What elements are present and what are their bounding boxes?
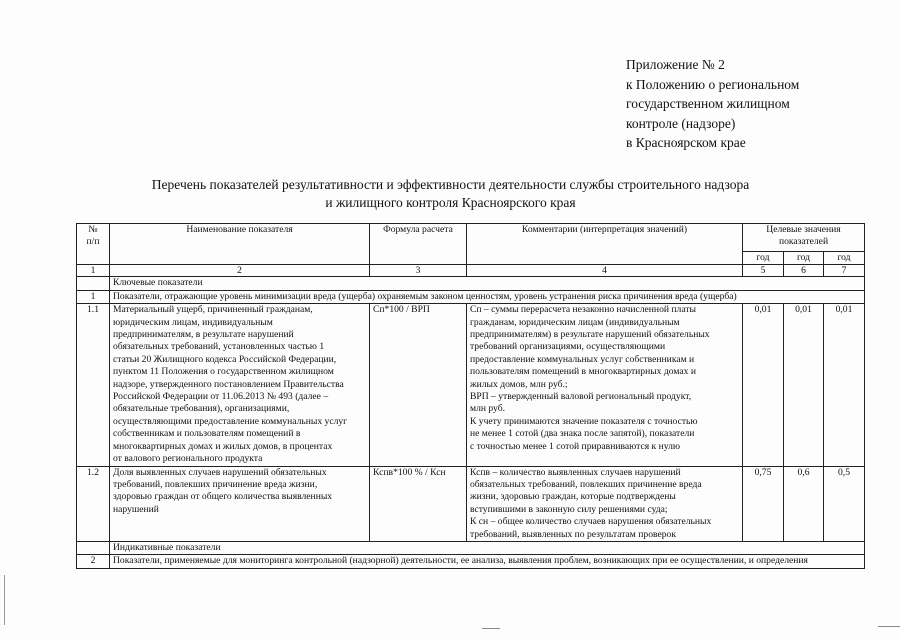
header-year-2: год bbox=[784, 252, 824, 265]
scan-artifact bbox=[878, 626, 900, 627]
row-1-2-num: 1.2 bbox=[77, 466, 110, 541]
scan-artifact bbox=[4, 575, 5, 625]
row-1-1-num: 1.1 bbox=[77, 304, 110, 466]
column-number: 3 bbox=[370, 265, 467, 277]
scan-artifact bbox=[482, 628, 500, 629]
column-number: 5 bbox=[743, 265, 784, 277]
header-formula: Формула расчета bbox=[370, 224, 467, 265]
title-line-1: Перечень показателей результативности и эффективности деятельности службы строительного надзора bbox=[151, 177, 750, 192]
indicators-table bbox=[76, 223, 865, 569]
column-number: 6 bbox=[784, 265, 824, 277]
group-2-title: Показатели, применяемые для мониторинга контрольной (надзорной) деятельности, ее анализа, выявления проблем, возникающих при ее осуществлении, и определения bbox=[110, 555, 865, 568]
row-1-1-name: Материальный ущерб, причиненный гражданам, юридическим лицам, индивидуальным предпринимателям, в результате нарушений обязательных требований, установленных частью 1 статьи 20 Жилищного кодекса Российской Федерации, пунктом 11 Положения о государственном жилищном надзоре, утвержденного постановлением Правительства Российской Федерации от 11.06.2013 № 493 (далее – обязательные требования), организациями, осуществляющими предоставление коммунальных услуг собственникам и пользователям помещений в многоквартирных домах и жилых домов, в процентах от валового регионального продукта bbox=[110, 304, 370, 466]
section-key-indicators: Ключевые показатели bbox=[110, 277, 865, 290]
row-1-1-value-2: 0,01 bbox=[784, 304, 824, 466]
appendix-line: Приложение № 2 bbox=[626, 57, 725, 72]
section-indicative-indicators: Индикативные показатели bbox=[110, 541, 865, 554]
header-num: № п/п bbox=[77, 224, 110, 265]
column-number: 2 bbox=[110, 265, 370, 277]
row-1-1-value-1: 0,01 bbox=[743, 304, 784, 466]
appendix-line: к Положению о региональном bbox=[626, 76, 800, 92]
group-1-num: 1 bbox=[77, 290, 110, 303]
group-2-num: 2 bbox=[77, 555, 110, 568]
header-year-3: год bbox=[824, 252, 865, 265]
row-1-2-value-2: 0,6 bbox=[784, 466, 824, 541]
column-number: 7 bbox=[824, 265, 865, 277]
column-number: 1 bbox=[77, 265, 110, 277]
appendix-line: государственном жилищном bbox=[626, 96, 790, 111]
row-1-1-formula: Сп*100 / ВРП bbox=[370, 304, 467, 466]
row-1-2-comment: Кспв – количество выявленных случаев нарушений обязательных требований, повлекших причинение вреда жизни, здоровью граждан, которые подтверждены вступившими в законную силу решениями суда; К сн – общее количество случаев нарушения обязательных требований, выявленных по результатам проверок bbox=[467, 466, 743, 541]
row-1-2-value-3: 0,5 bbox=[824, 466, 865, 541]
appendix-line: в Красноярском крае bbox=[626, 135, 746, 150]
header-name: Наименование показателя bbox=[110, 224, 370, 265]
column-number: 4 bbox=[467, 265, 743, 277]
header-comments: Комментарии (интерпретация значений) bbox=[467, 224, 743, 265]
group-1-title: Показатели, отражающие уровень минимизации вреда (ущерба) охраняемым законом ценностям, уровень устранения риска причинения вреда (ущерба) bbox=[110, 290, 865, 303]
row-1-1-comment: Сп – суммы перерасчета незаконно начисленной платы гражданам, юридическим лицам (индивидуальным предпринимателям) в результате нарушений обязательных требований организациями, осуществляющими предоставление коммунальных услуг собственникам и пользователям помещений в многоквартирных домах и жилых домов, млн руб.; ВРП – утвержденный валовой региональный продукт, млн руб. К учету принимаются значение показателя с точностью не менее 1 сотой (два знака после запятой), показатели с точностью менее 1 сотой приравниваются к нулю bbox=[467, 304, 743, 466]
appendix-line: контроле (надзоре) bbox=[626, 115, 736, 131]
header-year-1: год bbox=[743, 252, 784, 265]
row-1-2-value-1: 0,75 bbox=[743, 466, 784, 541]
row-1-2-name: Доля выявленных случаев нарушений обязательных требований, повлекших причинение вреда жизни, здоровью граждан от общего количества выявленных нарушений bbox=[110, 466, 370, 541]
document-title bbox=[0, 176, 901, 212]
appendix-block bbox=[626, 55, 799, 153]
row-1-2-formula: Кспв*100 % / Ксн bbox=[370, 466, 467, 541]
header-targets: Целевые значения показателей bbox=[743, 224, 865, 252]
title-line-2: и жилищного контроля Красноярского края bbox=[325, 195, 576, 210]
row-1-1-value-3: 0,01 bbox=[824, 304, 865, 466]
